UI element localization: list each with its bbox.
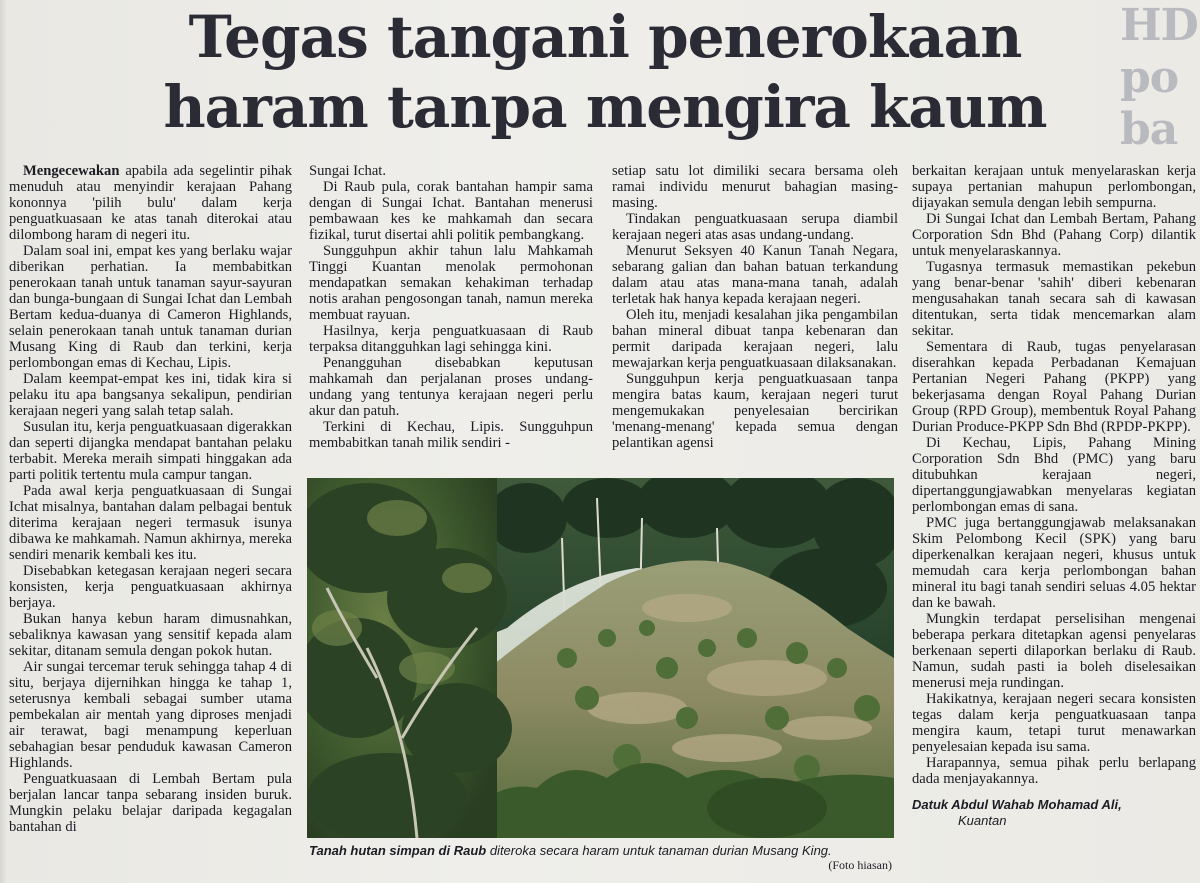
- paragraph: [9, 163, 292, 243]
- paragraph: Oleh itu, menjadi kesalahan jika pengambilan bahan mineral dibuat tanpa kebenaran dan permit daripada kerajaan negeri, lalu mewajarkan kerja penguatkuasaan dilaksanakan.: [612, 307, 898, 371]
- paragraph: Harapannya, semua pihak perlu berlapang dada menjayakannya.: [912, 755, 1196, 787]
- lead-word: Mengecewakan: [23, 163, 120, 179]
- paragraph: Penangguhan disebabkan keputusan mahkamah dan perjalanan proses undang-undang yang tentunya kerajaan negeri perlu akur dan patuh.: [309, 355, 593, 419]
- paragraph: PMC juga bertanggungjawab melaksanakan Skim Pelombong Kecil (SPK) yang baru diperkenalkan kerajaan negeri, khusus untuk memudah cara kerja perlombongan bahan mineral itu bagi tanah sendiri seluas 4.05 hektar dan ke bawah.: [912, 515, 1196, 611]
- photo-caption: [309, 843, 894, 872]
- paragraph: Mungkin terdapat perselisihan mengenai beberapa perkara ditetapkan agensi penyelaras berkenaan seperti dilaporkan berlaku di Raub. Namun, sudah pasti ia boleh diselesaikan menerusi meja rundingan.: [912, 611, 1196, 691]
- neighbor-line: po: [1120, 52, 1179, 103]
- paragraph: Sungguhpun akhir tahun lalu Mahkamah Tinggi Kuantan menolak permohonan mendapatkan semakan kehakiman terhadap notis arahan pengosongan tanah, namun mereka membuat rayuan.: [309, 243, 593, 323]
- caption-lead: Tanah hutan simpan di Raub: [309, 843, 487, 858]
- paragraph: Air sungai tercemar teruk sehingga tahap 4 di situ, berjaya dijernihkan hingga ke tahap 1, seterusnya kembali sebagai sumber utama pembekalan air mentah yang diproses menjadi air terawat, bagi menampung keperluan sebahagian besar penduduk kawasan Cameron Highlands.: [9, 659, 292, 771]
- photo-credit: (Foto hiasan): [828, 858, 892, 872]
- paragraph: Dalam keempat-empat kes ini, tidak kira si pelaku itu apa bangsanya sekalipun, pendirian kerajaan negeri yang salah tetap salah.: [9, 371, 292, 419]
- paragraph: Tindakan penguatkuasaan serupa diambil kerajaan negeri atas asas undang-undang.: [612, 211, 898, 243]
- column-1: [9, 163, 292, 875]
- byline: Datuk Abdul Wahab Mohamad Ali,: [912, 797, 1122, 812]
- paragraph-text: apabila ada segelintir pihak menuduh atau menyindir kerajaan Pahang kononnya 'pilih bulu' dalam kerja penguatkuasaan ke atas tanah diterokai atau dilombong haram di negeri itu.: [9, 163, 292, 243]
- paragraph: Di Sungai Ichat dan Lembah Bertam, Pahang Corporation Sdn Bhd (Pahang Corp) dilantik untuk menyelaraskannya.: [912, 211, 1196, 259]
- paragraph: Menurut Seksyen 40 Kanun Tanah Negara, sebarang galian dan bahan batuan terkandung dalam atau atas mana-mana tanah, adalah terletak hak hanya kepada kerajaan negeri.: [612, 243, 898, 307]
- paragraph: berkaitan kerajaan untuk menyelaraskan kerja supaya pertanian mahupun perlombongan, dijayakan semula dengan lebih sempurna.: [912, 163, 1196, 211]
- paragraph: Disebabkan ketegasan kerajaan negeri secara konsisten, kerja penguatkuasaan akhirnya berjaya.: [9, 563, 292, 611]
- page-edge: [0, 0, 8, 883]
- paragraph: Di Kechau, Lipis, Pahang Mining Corporation Sdn Bhd (PMC) yang baru ditubuhkan kerajaan negeri, dipertanggungjawabkan menyelaras kegiatan perlombongan emas di sana.: [912, 435, 1196, 515]
- column-2: [309, 163, 593, 465]
- paragraph: Terkini di Kechau, Lipis. Sungguhpun membabitkan tanah milik sendiri -: [309, 419, 593, 451]
- caption-text: diteroka secara haram untuk tanaman durian Musang King.: [489, 843, 832, 858]
- byline-place: Kuantan: [958, 813, 1007, 828]
- paragraph: Hasilnya, kerja penguatkuasaan di Raub terpaksa ditangguhkan lagi sehingga kini.: [309, 323, 593, 355]
- neighbor-line: ba: [1120, 104, 1178, 155]
- paragraph: Dalam soal ini, empat kes yang berlaku wajar diberikan perhatian. Ia membabitkan penerokaan tanah untuk tanaman sayur-sayuran dan bunga-bungaan di Sungai Ichat dan Lembah Bertam kedua-duanya di Cameron Highlands, selain penerokaan tanah untuk tanaman durian Musang King di Raub dan terkini, kerja perlombongan emas di Kechau, Lipis.: [9, 243, 292, 371]
- paragraph: Sungai Ichat.: [309, 163, 387, 179]
- paragraph: Pada awal kerja penguatkuasaan di Sungai Ichat misalnya, bantahan dalam pelbagai bentuk diterima kerajaan negeri termasuk isunya dibawa ke mahkamah. Namun akhirnya, mereka sendiri menarik kembali kes itu.: [9, 483, 292, 563]
- column-4: [912, 163, 1196, 875]
- paragraph: setiap satu lot dimiliki secara bersama oleh ramai individu menurut bahagian masing-masing.: [612, 163, 898, 211]
- paragraph: Sungguhpun kerja penguatkuasaan tanpa mengira batas kaum, kerajaan negeri turut mengemukakan penyelesaian bercirikan 'menang-menang' kepada semua dengan pelantikan agensi: [612, 371, 898, 451]
- neighbor-line: HD: [1120, 0, 1198, 51]
- column-3: [612, 163, 898, 465]
- paragraph: Hakikatnya, kerajaan negeri secara konsisten tegas dalam kerja penguatkuasaan tanpa mengira kaum, tetapi turut menawarkan penyelesaian kepada isu sama.: [912, 691, 1196, 755]
- paragraph: Susulan itu, kerja penguatkuasaan digerakkan dan seperti dijangka mendapat bantahan pelaku terbabit. Mereka meraih simpati hinggakan ada parti politik tertentu mula campur tangan.: [9, 419, 292, 483]
- forest-clearing-photo: [307, 478, 894, 838]
- paragraph: Bukan hanya kebun haram dimusnahkan, sebaliknya kawasan yang sensitif kepada alam sekitar, ditanam semula dengan pokok hutan.: [9, 611, 292, 659]
- headline: Tegas tangani penerokaan haram tanpa mengira kaum: [163, 3, 1047, 141]
- paragraph: Sementara di Raub, tugas penyelarasan diserahkan kepada Perbadanan Kemajuan Pertanian Negeri Pahang (PKPP) yang bekerjasama dengan Royal Pahang Durian Group (RPD Group), membentuk Royal Pahang Durian Produce-PKPP Sdn Bhd (RPDP-PKPP).: [912, 339, 1196, 435]
- paragraph: Di Raub pula, corak bantahan hampir sama dengan di Sungai Ichat. Bantahan menerusi pembawaan kes ke mahkamah dan secara fizikal, turut disertai ahli politik pembangkang.: [309, 179, 593, 243]
- paragraph: Penguatkuasaan di Lembah Bertam pula berjalan lancar tanpa sebarang insiden buruk. Mungkin pelaku belajar daripada kegagalan bantahan di: [9, 771, 292, 835]
- photo-illustration: [307, 478, 894, 838]
- paragraph: Tugasnya termasuk memastikan pekebun yang benar-benar 'sahih' diberi kebenaran mengusahakan tanah secara sah di kawasan ditentukan, serta tidak mencemarkan alam sekitar.: [912, 259, 1196, 339]
